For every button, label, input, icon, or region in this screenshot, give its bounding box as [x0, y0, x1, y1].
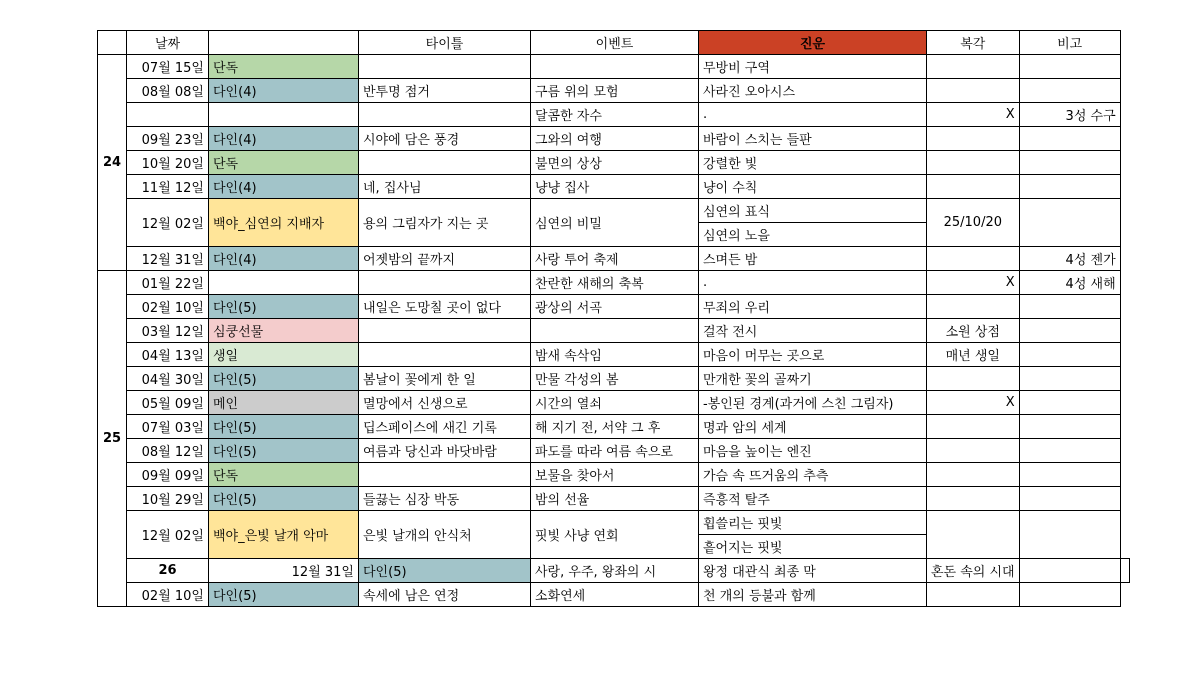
title-cell[interactable]: 여름과 당신과 바닷바람	[359, 439, 531, 463]
story-cell[interactable]: 만개한 꽃의 골짜기	[699, 367, 927, 391]
date-cell[interactable]: 04월 13일	[127, 343, 209, 367]
note-cell[interactable]: 4성 새해	[1019, 271, 1120, 295]
schedule-table	[97, 30, 1130, 607]
date-cell[interactable]: 12월 31일	[127, 247, 209, 271]
table-row	[98, 583, 1130, 607]
story-cell[interactable]: 휩쓸리는 핏빛	[699, 511, 927, 535]
reprint-cell[interactable]: 소원 상점	[927, 319, 1020, 343]
date-cell[interactable]: 01월 22일	[127, 271, 209, 295]
story-cell[interactable]: 혼돈 속의 시대	[927, 559, 1020, 583]
type-cell[interactable]: 다인(4)	[209, 247, 359, 271]
title-cell[interactable]: 멸망에서 신생으로	[359, 391, 531, 415]
title-cell[interactable]: 반투명 점거	[359, 79, 531, 103]
reprint-cell[interactable]	[1019, 559, 1120, 583]
reprint-cell[interactable]	[927, 487, 1020, 511]
event-cell[interactable]: 밤새 속삭임	[531, 343, 699, 367]
type-cell[interactable]	[209, 103, 359, 127]
story-cell[interactable]: 심연의 표식	[699, 199, 927, 223]
event-cell[interactable]: 밤의 선율	[531, 487, 699, 511]
note-cell[interactable]	[1019, 199, 1120, 247]
date-cell[interactable]: 12월 02일	[127, 199, 209, 247]
date-cell[interactable]: 10월 20일	[127, 151, 209, 175]
story-cell[interactable]: 천 개의 등불과 함께	[699, 583, 927, 607]
table-row	[98, 175, 1130, 199]
table-row	[98, 271, 1130, 295]
header-event[interactable]: 이벤트	[531, 31, 699, 55]
note-cell[interactable]	[1019, 319, 1120, 343]
type-cell[interactable]: 다인(4)	[209, 175, 359, 199]
story-cell[interactable]: 가슴 속 뜨거움의 추측	[699, 463, 927, 487]
date-cell[interactable]: 03월 12일	[127, 319, 209, 343]
reprint-cell[interactable]: 25/10/20	[927, 199, 1020, 247]
title-cell[interactable]	[359, 463, 531, 487]
event-cell[interactable]: 광상의 서곡	[531, 295, 699, 319]
date-cell[interactable]: 08월 12일	[127, 439, 209, 463]
table-row	[98, 79, 1130, 103]
table-row	[98, 415, 1130, 439]
type-cell[interactable]	[209, 271, 359, 295]
type-cell[interactable]: 다인(4)	[209, 127, 359, 151]
story-cell[interactable]: 명과 암의 세계	[699, 415, 927, 439]
date-cell[interactable]: 09월 09일	[127, 463, 209, 487]
note-cell[interactable]: 3성 수구	[1019, 103, 1120, 127]
event-cell[interactable]: 심연의 비밀	[531, 199, 699, 247]
table-row	[98, 199, 1130, 223]
table-row	[98, 367, 1130, 391]
type-cell[interactable]: 다인(5)	[209, 367, 359, 391]
story-cell[interactable]: 강렬한 빛	[699, 151, 927, 175]
table-row	[98, 559, 1130, 583]
date-cell[interactable]: 09월 23일	[127, 127, 209, 151]
note-cell[interactable]	[1019, 415, 1120, 439]
type-cell[interactable]: 단독	[209, 463, 359, 487]
type-cell[interactable]: 단독	[209, 151, 359, 175]
note-cell[interactable]	[1019, 79, 1120, 103]
note-cell[interactable]	[1019, 487, 1120, 511]
title-cell[interactable]	[359, 343, 531, 367]
event-cell[interactable]: 시간의 열쇠	[531, 391, 699, 415]
story-cell[interactable]: 마음이 머무는 곳으로	[699, 343, 927, 367]
table-row	[98, 295, 1130, 319]
header-year[interactable]	[98, 31, 127, 55]
type-cell[interactable]: 다인(5)	[209, 415, 359, 439]
event-cell[interactable]: 그와의 여행	[531, 127, 699, 151]
type-cell[interactable]: 생일	[209, 343, 359, 367]
note-cell[interactable]	[1019, 391, 1120, 415]
story-cell[interactable]: 무방비 구역	[699, 55, 927, 79]
story-cell[interactable]: 걸작 전시	[699, 319, 927, 343]
title-cell[interactable]: 시야에 담은 풍경	[359, 127, 531, 151]
title-cell[interactable]: 속세에 남은 연정	[359, 583, 531, 607]
event-cell[interactable]: 해 지기 전, 서약 그 후	[531, 415, 699, 439]
title-cell[interactable]	[359, 271, 531, 295]
note-cell[interactable]	[1019, 175, 1120, 199]
date-cell[interactable]: 07월 03일	[127, 415, 209, 439]
type-cell[interactable]: 다인(4)	[209, 79, 359, 103]
event-cell[interactable]: 구름 위의 모험	[531, 79, 699, 103]
type-cell[interactable]: 다인(5)	[359, 559, 531, 583]
note-cell[interactable]	[1019, 55, 1120, 79]
reprint-cell[interactable]	[927, 463, 1020, 487]
story-cell[interactable]: .	[699, 103, 927, 127]
header-reprint[interactable]: 복각	[927, 31, 1020, 55]
type-cell[interactable]: 다인(5)	[209, 583, 359, 607]
reprint-cell[interactable]: X	[927, 271, 1020, 295]
story-cell[interactable]: 사라진 오아시스	[699, 79, 927, 103]
year-cell[interactable]: 24	[98, 55, 127, 271]
note-cell[interactable]	[1019, 127, 1120, 151]
event-cell[interactable]: 왕정 대관식 최종 막	[699, 559, 927, 583]
date-cell[interactable]: 07월 15일	[127, 55, 209, 79]
reprint-cell[interactable]	[927, 175, 1020, 199]
event-cell[interactable]: 찬란한 새해의 축복	[531, 271, 699, 295]
story-cell[interactable]: 심연의 노을	[699, 223, 927, 247]
type-cell[interactable]: 메인	[209, 391, 359, 415]
event-cell[interactable]: 소화연세	[531, 583, 699, 607]
event-cell[interactable]: 냥냥 집사	[531, 175, 699, 199]
title-cell[interactable]	[359, 319, 531, 343]
table-row	[98, 319, 1130, 343]
header-row	[98, 31, 1130, 55]
title-cell[interactable]: 들끓는 심장 박동	[359, 487, 531, 511]
table-row	[98, 127, 1130, 151]
date-cell[interactable]: 02월 10일	[127, 295, 209, 319]
table-row	[98, 343, 1130, 367]
reprint-cell[interactable]	[927, 55, 1020, 79]
type-cell[interactable]: 다인(5)	[209, 295, 359, 319]
type-cell[interactable]: 다인(5)	[209, 487, 359, 511]
event-cell[interactable]	[531, 55, 699, 79]
event-cell[interactable]: 달콤한 자수	[531, 103, 699, 127]
title-cell[interactable]: 사랑, 우주, 왕좌의 시	[531, 559, 699, 583]
reprint-cell[interactable]: 매년 생일	[927, 343, 1020, 367]
date-cell[interactable]: 10월 29일	[127, 487, 209, 511]
story-cell[interactable]: 즉흥적 탈주	[699, 487, 927, 511]
title-cell[interactable]: 네, 집사님	[359, 175, 531, 199]
date-cell[interactable]: 08월 08일	[127, 79, 209, 103]
title-cell[interactable]: 은빛 날개의 안식처	[359, 511, 531, 559]
reprint-cell[interactable]	[927, 295, 1020, 319]
table-row	[98, 391, 1130, 415]
date-cell[interactable]: 05월 09일	[127, 391, 209, 415]
event-cell[interactable]: 보물을 찾아서	[531, 463, 699, 487]
note-cell[interactable]	[1019, 583, 1120, 607]
event-cell[interactable]: 파도를 따라 여름 속으로	[531, 439, 699, 463]
type-cell[interactable]: 심쿵선물	[209, 319, 359, 343]
date-cell[interactable]: 04월 30일	[127, 367, 209, 391]
reprint-cell[interactable]	[927, 439, 1020, 463]
date-cell[interactable]	[127, 103, 209, 127]
date-cell[interactable]: 11월 12일	[127, 175, 209, 199]
table-row	[98, 55, 1130, 79]
reprint-cell[interactable]	[927, 151, 1020, 175]
title-cell[interactable]	[359, 55, 531, 79]
reprint-cell[interactable]	[927, 511, 1020, 559]
header-note[interactable]: 비고	[1019, 31, 1120, 55]
note-cell[interactable]: 4성 젠가	[1019, 247, 1120, 271]
reprint-cell[interactable]	[927, 583, 1020, 607]
note-cell[interactable]	[1019, 151, 1120, 175]
story-cell[interactable]: 마음을 높이는 엔진	[699, 439, 927, 463]
table-row	[98, 511, 1130, 535]
header-title[interactable]: 타이틀	[359, 31, 531, 55]
event-cell[interactable]: 사랑 투어 축제	[531, 247, 699, 271]
title-cell[interactable]: 내일은 도망칠 곳이 없다	[359, 295, 531, 319]
type-cell[interactable]: 백야_심연의 지배자	[209, 199, 359, 247]
header-story[interactable]: 진운	[699, 31, 927, 55]
event-cell[interactable]: 불면의 상상	[531, 151, 699, 175]
event-cell[interactable]	[531, 319, 699, 343]
table-row	[98, 439, 1130, 463]
header-date[interactable]: 날짜	[127, 31, 209, 55]
table-row	[98, 463, 1130, 487]
reprint-cell[interactable]	[927, 247, 1020, 271]
title-cell[interactable]: 봄날이 꽃에게 한 일	[359, 367, 531, 391]
reprint-cell[interactable]	[927, 415, 1020, 439]
reprint-cell[interactable]	[927, 79, 1020, 103]
note-cell[interactable]	[1019, 511, 1120, 559]
title-cell[interactable]: 어젯밤의 끝까지	[359, 247, 531, 271]
table-row	[98, 487, 1130, 511]
note-cell[interactable]	[1019, 439, 1120, 463]
type-cell[interactable]: 백야_은빛 날개 악마	[209, 511, 359, 559]
date-cell[interactable]: 12월 02일	[127, 511, 209, 559]
note-cell[interactable]	[1019, 463, 1120, 487]
note-cell[interactable]	[1019, 367, 1120, 391]
table-row	[98, 103, 1130, 127]
date-cell[interactable]: 12월 31일	[209, 559, 359, 583]
note-cell[interactable]	[1120, 559, 1129, 583]
story-cell[interactable]: .	[699, 271, 927, 295]
story-cell[interactable]: 바람이 스치는 들판	[699, 127, 927, 151]
event-cell[interactable]: 만물 각성의 봄	[531, 367, 699, 391]
event-cell[interactable]: 핏빛 사냥 연회	[531, 511, 699, 559]
type-cell[interactable]: 다인(5)	[209, 439, 359, 463]
table-row	[98, 247, 1130, 271]
header-type[interactable]	[209, 31, 359, 55]
reprint-cell[interactable]: X	[927, 103, 1020, 127]
reprint-cell[interactable]	[927, 367, 1020, 391]
title-cell[interactable]	[359, 103, 531, 127]
type-cell[interactable]: 단독	[209, 55, 359, 79]
table-row	[98, 151, 1130, 175]
year-cell[interactable]: 25	[98, 271, 127, 607]
story-cell[interactable]: 무죄의 우리	[699, 295, 927, 319]
reprint-cell[interactable]: X	[927, 391, 1020, 415]
title-cell[interactable]: 용의 그림자가 지는 곳	[359, 199, 531, 247]
note-cell[interactable]	[1019, 295, 1120, 319]
reprint-cell[interactable]	[927, 127, 1020, 151]
date-cell[interactable]: 02월 10일	[127, 583, 209, 607]
story-cell[interactable]: -봉인된 경계(과거에 스친 그림자)	[699, 391, 927, 415]
note-cell[interactable]	[1019, 343, 1120, 367]
title-cell[interactable]	[359, 151, 531, 175]
story-cell[interactable]: 스며든 밤	[699, 247, 927, 271]
title-cell[interactable]: 딥스페이스에 새긴 기록	[359, 415, 531, 439]
story-cell[interactable]: 흩어지는 핏빛	[699, 535, 927, 559]
story-cell[interactable]: 냥이 수칙	[699, 175, 927, 199]
year-cell[interactable]: 26	[127, 559, 209, 583]
